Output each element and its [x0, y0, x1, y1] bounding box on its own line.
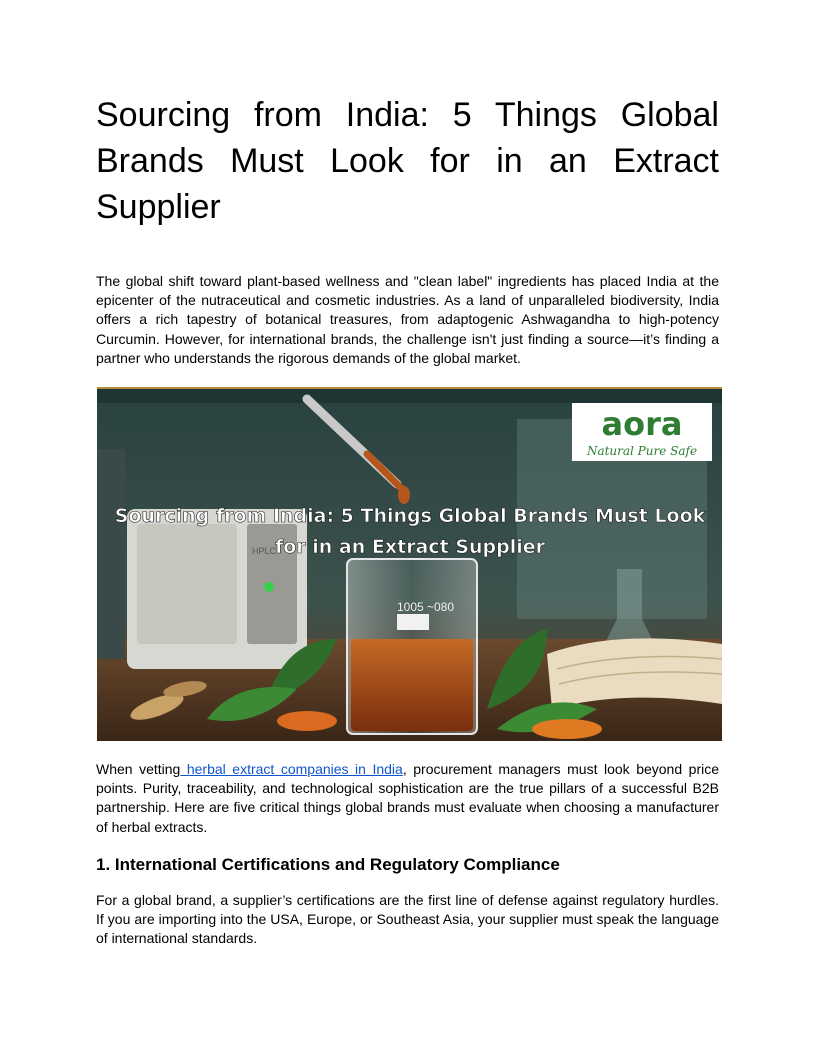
aora-logo	[572, 403, 712, 461]
vetting-suffix: , procurement managers must look beyond price points. Purity, traceability, and technological sophistication are the true pillars of a successful B2B partnership. Here are five critical things global brands must evaluate when choosing a manufacturer of herbal extracts.	[96, 761, 719, 835]
vetting-paragraph	[96, 760, 719, 837]
hero-image	[97, 387, 722, 741]
svg-text:Natural Pure Safe: Natural Pure Safe	[586, 444, 698, 458]
svg-text:1005 ~080: 1005 ~080	[397, 600, 455, 614]
svg-text:Sourcing from India: 5 Things: Sourcing from India: 5 Things Global Brands Must Look	[114, 505, 706, 527]
svg-text:for in an Extract Supplier: for in an Extract Supplier	[274, 536, 546, 558]
vetting-prefix: When vetting	[96, 761, 181, 777]
certifications-paragraph: For a global brand, a supplier’s certifications are the first line of defense against regulatory hurdles. If you are importing into the USA, Europe, or Southeast Asia, your supplier must speak the language of international standards.	[96, 892, 719, 947]
intro-paragraph: The global shift toward plant-based wellness and "clean label" ingredients has placed India at the epicenter of the nutraceutical and cosmetic industries. As a land of unparalleled biodiversity, India offers a rich tapestry of botanical treasures, from adaptogenic Ashwagandha to high-potency Curcumin. However, for international brands, the challenge isn't just finding a source—it’s finding a partner who understands the rigorous demands of the global market.	[96, 273, 719, 366]
page-title: Sourcing from India: 5 Things Global Brands Must Look for in an Extract Supplier	[96, 96, 719, 226]
hero-illustration	[97, 389, 722, 741]
beaker	[347, 559, 477, 734]
herbal-extract-link[interactable]: herbal extract companies in India	[180, 761, 403, 777]
svg-text:HPLC: HPLC	[252, 546, 277, 556]
svg-text:aora: aora	[601, 405, 683, 443]
document-page	[96, 92, 719, 947]
section-heading-certifications: 1. International Certifications and Regulatory Compliance	[96, 855, 560, 874]
